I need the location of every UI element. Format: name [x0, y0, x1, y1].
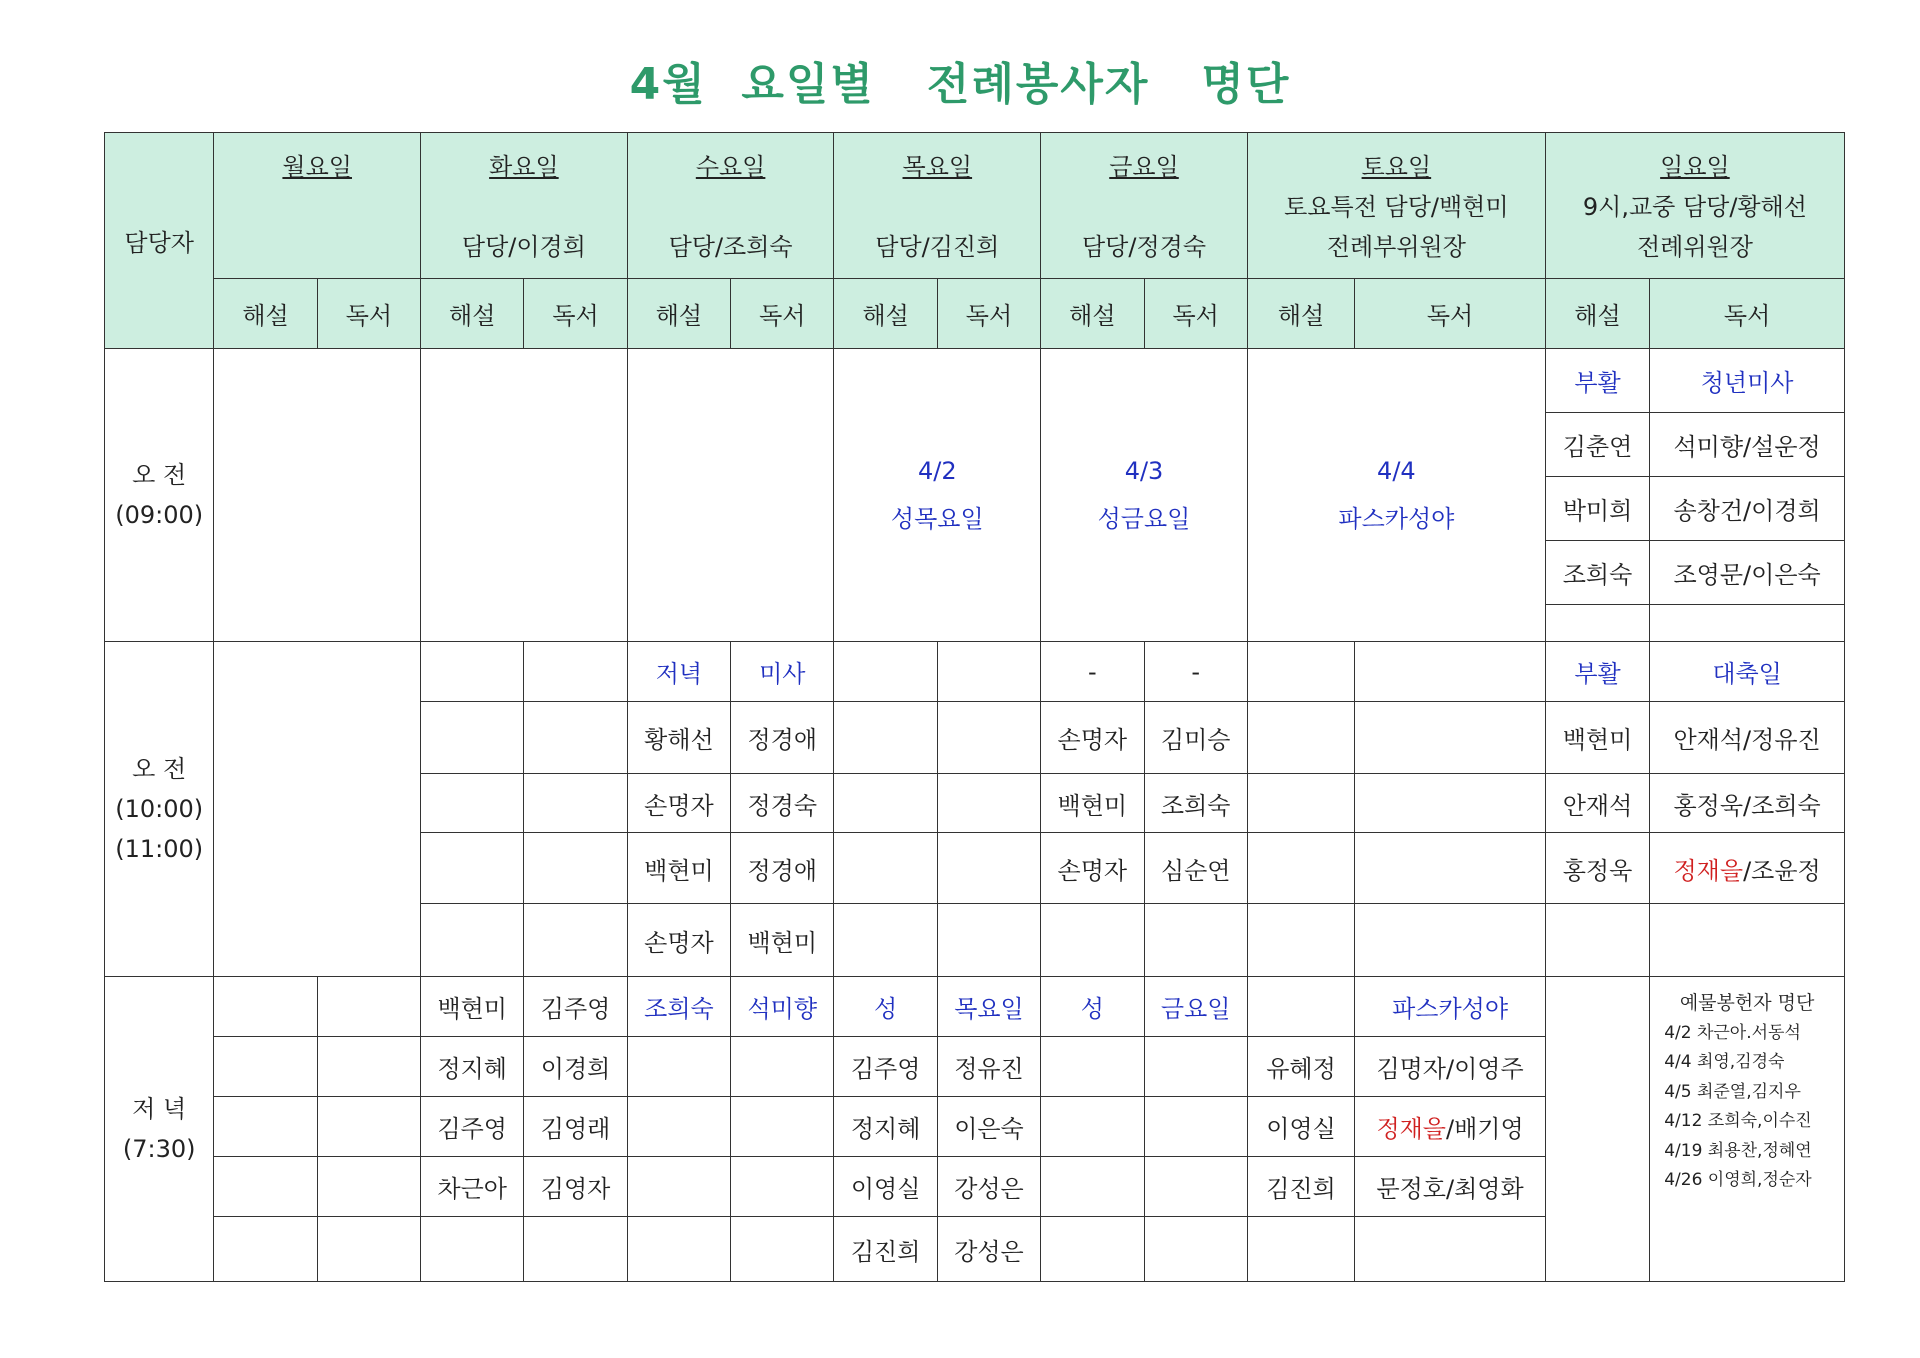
- cell-wed-reading: 정경애: [731, 833, 834, 904]
- cell-tue-reading: [524, 702, 627, 774]
- day-name: 화요일: [489, 153, 559, 181]
- cell-fri-reading: [1144, 904, 1247, 977]
- cell-wed-commentary: [627, 1037, 730, 1097]
- cell-sat-reading: 파스카성야: [1355, 977, 1546, 1037]
- day-sub: 토요특전 담당/백현미: [1284, 193, 1509, 221]
- cell-thu-reading: [937, 642, 1040, 702]
- cell-fri-commentary: -: [1041, 642, 1144, 702]
- cell-fri-reading: [1144, 1157, 1247, 1217]
- cell-sat-reading: [1355, 702, 1546, 774]
- section-label-line: (09:00): [115, 501, 204, 529]
- holy-day-date: 4/2: [917, 457, 957, 485]
- day-sub: 전례위원장: [1636, 233, 1753, 261]
- reader-rest: /조윤정: [1743, 856, 1821, 885]
- commentary-header: 해설: [421, 279, 524, 349]
- cell-wed-reading: 백현미: [731, 904, 834, 977]
- cell-sun-reading: 조영문/이은숙: [1650, 541, 1845, 605]
- section-label-line: (7:30): [122, 1135, 196, 1163]
- cell-wed-commentary: 손명자: [627, 904, 730, 977]
- cell-thu-commentary: [834, 702, 937, 774]
- cell-sun-reading: [1650, 904, 1845, 977]
- cell-fri-reading: [1144, 1217, 1247, 1282]
- cell-sat-commentary: [1247, 904, 1354, 977]
- offering-line: 4/4 최영,김경숙: [1664, 1052, 1785, 1072]
- section-label-line: (11:00): [115, 835, 204, 863]
- cell-tue-commentary: [421, 702, 524, 774]
- cell-fri-commentary: 손명자: [1041, 702, 1144, 774]
- reading-header: 독서: [317, 279, 420, 349]
- cell-mon-reading: [317, 1037, 420, 1097]
- holy-day-date: 4/3: [1124, 457, 1164, 485]
- cell-mon-commentary: [214, 977, 317, 1037]
- cell-tue-reading: [524, 1217, 627, 1282]
- cell-tue-reading: 이경희: [524, 1037, 627, 1097]
- section-label-line: 오 전: [132, 461, 187, 489]
- section-label-line: (10:00): [115, 795, 204, 823]
- cell-wed-reading: 정경숙: [731, 774, 834, 833]
- cell-sun-commentary: [1545, 904, 1649, 977]
- cell-mon-commentary: [214, 1037, 317, 1097]
- cell-sun-reading: 석미향/설운정: [1650, 413, 1845, 477]
- holy-day-name: 파스카성야: [1338, 505, 1455, 533]
- day-sub: [628, 187, 834, 227]
- cell-fri-commentary: [1041, 1217, 1144, 1282]
- cell-sun-commentary: 부활: [1545, 642, 1649, 702]
- cell-sat-commentary: [1247, 702, 1354, 774]
- cell-thu-reading: [937, 702, 1040, 774]
- day-sub: 담당/정경숙: [1082, 233, 1207, 261]
- offering-list: [1650, 977, 1845, 1282]
- cell-thu-0900: [834, 349, 1041, 642]
- offering-line: 4/2 차근아.서동석: [1664, 1022, 1801, 1043]
- reading-header: 독서: [1355, 279, 1546, 349]
- cell-fri-commentary: [1041, 1157, 1144, 1217]
- cell-wed-reading: 석미향: [731, 977, 834, 1037]
- cell-sat-0900: [1247, 349, 1545, 642]
- highlighted-name: 정재을: [1376, 1115, 1446, 1143]
- day-sub: 담당/이경희: [461, 233, 586, 261]
- cell-sun-commentary: 부활: [1545, 349, 1649, 413]
- day-header-fri: [1041, 133, 1248, 279]
- offering-line: 4/12 조희숙,이수진: [1664, 1111, 1812, 1131]
- day-sub: 전례부위원장: [1326, 233, 1466, 261]
- day-name: 수요일: [695, 153, 766, 181]
- cell-tue-reading: [524, 642, 627, 702]
- cell-thu-reading: [937, 833, 1040, 904]
- day-header-sat: [1247, 133, 1545, 279]
- cell-wed-commentary: [627, 1157, 730, 1217]
- cell-sun-evening: [1545, 977, 1649, 1282]
- day-name: 목요일: [902, 153, 973, 181]
- cell-tue-0900: [421, 349, 628, 642]
- commentary-header: 해설: [834, 279, 937, 349]
- cell-thu-commentary: [834, 833, 937, 904]
- cell-sun-commentary: 박미희: [1545, 477, 1649, 541]
- cell-sat-commentary: 유혜정: [1247, 1037, 1354, 1097]
- cell-sat-commentary: 이영실: [1247, 1097, 1354, 1157]
- cell-tue-commentary: [421, 904, 524, 977]
- cell-tue-reading: [524, 833, 627, 904]
- cell-fri-reading: [1144, 1037, 1247, 1097]
- cell-tue-reading: 김영자: [524, 1157, 627, 1217]
- cell-tue-commentary: [421, 642, 524, 702]
- cell-tue-commentary: 김주영: [421, 1097, 524, 1157]
- cell-sat-reading: [1355, 1217, 1546, 1282]
- cell-fri-reading: -: [1144, 642, 1247, 702]
- cell-fri-0900: [1041, 349, 1248, 642]
- commentary-header: 해설: [1247, 279, 1354, 349]
- cell-fri-commentary: [1041, 904, 1144, 977]
- cell-wed-reading: [731, 1157, 834, 1217]
- cell-thu-reading: [937, 774, 1040, 833]
- offering-line: 4/19 최용찬,정혜연: [1664, 1140, 1812, 1161]
- cell-sat-reading: [1355, 774, 1546, 833]
- offering-line: 4/5 최준열,김지우: [1664, 1081, 1801, 1102]
- cell-sat-reading: [1355, 1097, 1546, 1157]
- cell-sun-reading: 대축일: [1650, 642, 1845, 702]
- cell-thu-commentary: 성: [834, 977, 937, 1037]
- cell-fri-reading: 김미승: [1144, 702, 1247, 774]
- cell-tue-reading: 김영래: [524, 1097, 627, 1157]
- cell-mon-reading: [317, 1097, 420, 1157]
- cell-wed-commentary: 백현미: [627, 833, 730, 904]
- cell-sat-reading: 김명자/이영주: [1355, 1037, 1546, 1097]
- cell-wed-commentary: [627, 1097, 730, 1157]
- cell-mon-0900: [214, 349, 421, 642]
- roster-table: [104, 132, 1845, 1282]
- section-label-evening: [105, 977, 214, 1282]
- cell-fri-commentary: 손명자: [1041, 833, 1144, 904]
- cell-fri-reading: 조희숙: [1144, 774, 1247, 833]
- cell-mon-commentary: [214, 1217, 317, 1282]
- cell-thu-reading: 정유진: [937, 1037, 1040, 1097]
- cell-fri-reading: 심순연: [1144, 833, 1247, 904]
- cell-tue-commentary: 정지혜: [421, 1037, 524, 1097]
- cell-tue-reading: [524, 774, 627, 833]
- section-label-0900: [105, 349, 214, 642]
- cell-thu-commentary: [834, 774, 937, 833]
- day-sub: [1041, 187, 1247, 227]
- day-name: 일요일: [1660, 153, 1730, 181]
- cell-sun-commentary: 홍정욱: [1545, 833, 1649, 904]
- cell-thu-reading: [937, 904, 1040, 977]
- offering-line: 4/26 이영희,정순자: [1664, 1170, 1812, 1190]
- cell-fri-commentary: [1041, 1037, 1144, 1097]
- cell-fri-commentary: [1041, 1097, 1144, 1157]
- manager-header: 담당자: [105, 133, 214, 349]
- cell-tue-reading: [524, 904, 627, 977]
- section-label-line: 저 녁: [132, 1095, 187, 1123]
- commentary-header: 해설: [1545, 279, 1649, 349]
- cell-mon-commentary: [214, 1157, 317, 1217]
- cell-wed-reading: 미사: [731, 642, 834, 702]
- cell-thu-reading: 강성은: [937, 1157, 1040, 1217]
- cell-mon-commentary: [214, 1097, 317, 1157]
- cell-sun-commentary: 조희숙: [1545, 541, 1649, 605]
- cell-sat-commentary: [1247, 774, 1354, 833]
- cell-wed-reading: [731, 1097, 834, 1157]
- cell-sat-commentary: [1247, 833, 1354, 904]
- cell-fri-commentary: 백현미: [1041, 774, 1144, 833]
- cell-thu-reading: 강성은: [937, 1217, 1040, 1282]
- cell-sun-reading: [1650, 605, 1845, 642]
- cell-wed-commentary: 손명자: [627, 774, 730, 833]
- holy-day-name: 성금요일: [1097, 505, 1191, 533]
- cell-fri-commentary: 성: [1041, 977, 1144, 1037]
- cell-mon-reading: [317, 1157, 420, 1217]
- day-sub: 담당/김진희: [875, 233, 1000, 261]
- cell-mon-1000: [214, 642, 421, 977]
- cell-wed-reading: [731, 1217, 834, 1282]
- cell-sun-commentary: 백현미: [1545, 702, 1649, 774]
- cell-wed-commentary: 황해선: [627, 702, 730, 774]
- holy-day-date: 4/4: [1377, 457, 1416, 485]
- cell-tue-reading: 김주영: [524, 977, 627, 1037]
- reading-header: 독서: [937, 279, 1040, 349]
- cell-thu-reading: 목요일: [937, 977, 1040, 1037]
- cell-tue-commentary: [421, 833, 524, 904]
- cell-sun-reading: 송창건/이경희: [1650, 477, 1845, 541]
- cell-wed-0900: [627, 349, 834, 642]
- cell-wed-reading: 정경애: [731, 702, 834, 774]
- commentary-header: 해설: [214, 279, 317, 349]
- cell-sun-reading: [1650, 833, 1845, 904]
- cell-sat-commentary: [1247, 642, 1354, 702]
- day-name: 금요일: [1109, 153, 1179, 181]
- day-sub: 담당/조희숙: [668, 233, 793, 261]
- cell-wed-commentary: 조희숙: [627, 977, 730, 1037]
- day-sub: [421, 187, 627, 227]
- cell-wed-reading: [731, 1037, 834, 1097]
- day-header-thu: [834, 133, 1041, 279]
- cell-fri-reading: [1144, 1097, 1247, 1157]
- highlighted-name: 정재을: [1673, 856, 1744, 885]
- cell-sat-reading: [1355, 833, 1546, 904]
- cell-thu-commentary: [834, 642, 937, 702]
- cell-tue-commentary: [421, 774, 524, 833]
- reading-header: 독서: [524, 279, 627, 349]
- cell-tue-commentary: 백현미: [421, 977, 524, 1037]
- cell-sat-reading: [1355, 642, 1546, 702]
- offering-title: 예물봉헌자 명단: [1679, 992, 1815, 1014]
- cell-thu-commentary: 김주영: [834, 1037, 937, 1097]
- cell-tue-commentary: [421, 1217, 524, 1282]
- cell-thu-commentary: 김진희: [834, 1217, 937, 1282]
- section-label-1000: [105, 642, 214, 977]
- day-sub: 9시,교중 담당/황해선: [1582, 193, 1807, 221]
- day-name: 토요일: [1361, 153, 1432, 181]
- cell-sat-commentary: 김진희: [1247, 1157, 1354, 1217]
- cell-thu-commentary: 이영실: [834, 1157, 937, 1217]
- cell-mon-reading: [317, 1217, 420, 1282]
- day-header-mon: [214, 133, 421, 279]
- cell-thu-commentary: 정지혜: [834, 1097, 937, 1157]
- day-header-tue: [421, 133, 628, 279]
- cell-sat-reading: [1355, 904, 1546, 977]
- cell-fri-reading: 금요일: [1144, 977, 1247, 1037]
- cell-thu-commentary: [834, 904, 937, 977]
- cell-mon-reading: [317, 977, 420, 1037]
- section-label-line: 오 전: [132, 755, 187, 783]
- cell-sun-reading: 안재석/정유진: [1650, 702, 1845, 774]
- day-header-sun: [1545, 133, 1844, 279]
- cell-sat-reading: 문정호/최영화: [1355, 1157, 1546, 1217]
- cell-wed-commentary: 저녁: [627, 642, 730, 702]
- cell-sun-commentary: [1545, 605, 1649, 642]
- cell-sun-commentary: 안재석: [1545, 774, 1649, 833]
- cell-tue-commentary: 차근아: [421, 1157, 524, 1217]
- reading-header: 독서: [1650, 279, 1845, 349]
- cell-sun-commentary: 김춘연: [1545, 413, 1649, 477]
- day-header-wed: [627, 133, 834, 279]
- cell-sat-commentary: [1247, 1217, 1354, 1282]
- commentary-header: 해설: [627, 279, 730, 349]
- day-name: 월요일: [282, 153, 352, 181]
- day-sub: [834, 187, 1040, 227]
- reader-rest: /배기영: [1446, 1115, 1524, 1143]
- cell-sun-reading: 홍정욱/조희숙: [1650, 774, 1845, 833]
- cell-sun-reading: 청년미사: [1650, 349, 1845, 413]
- cell-thu-reading: 이은숙: [937, 1097, 1040, 1157]
- reading-header: 독서: [731, 279, 834, 349]
- page-title: 4월 요일별 전례봉사자 명단: [629, 59, 1291, 110]
- cell-sat-commentary: [1247, 977, 1354, 1037]
- reading-header: 독서: [1144, 279, 1247, 349]
- commentary-header: 해설: [1041, 279, 1144, 349]
- cell-wed-commentary: [627, 1217, 730, 1282]
- holy-day-name: 성목요일: [890, 505, 984, 533]
